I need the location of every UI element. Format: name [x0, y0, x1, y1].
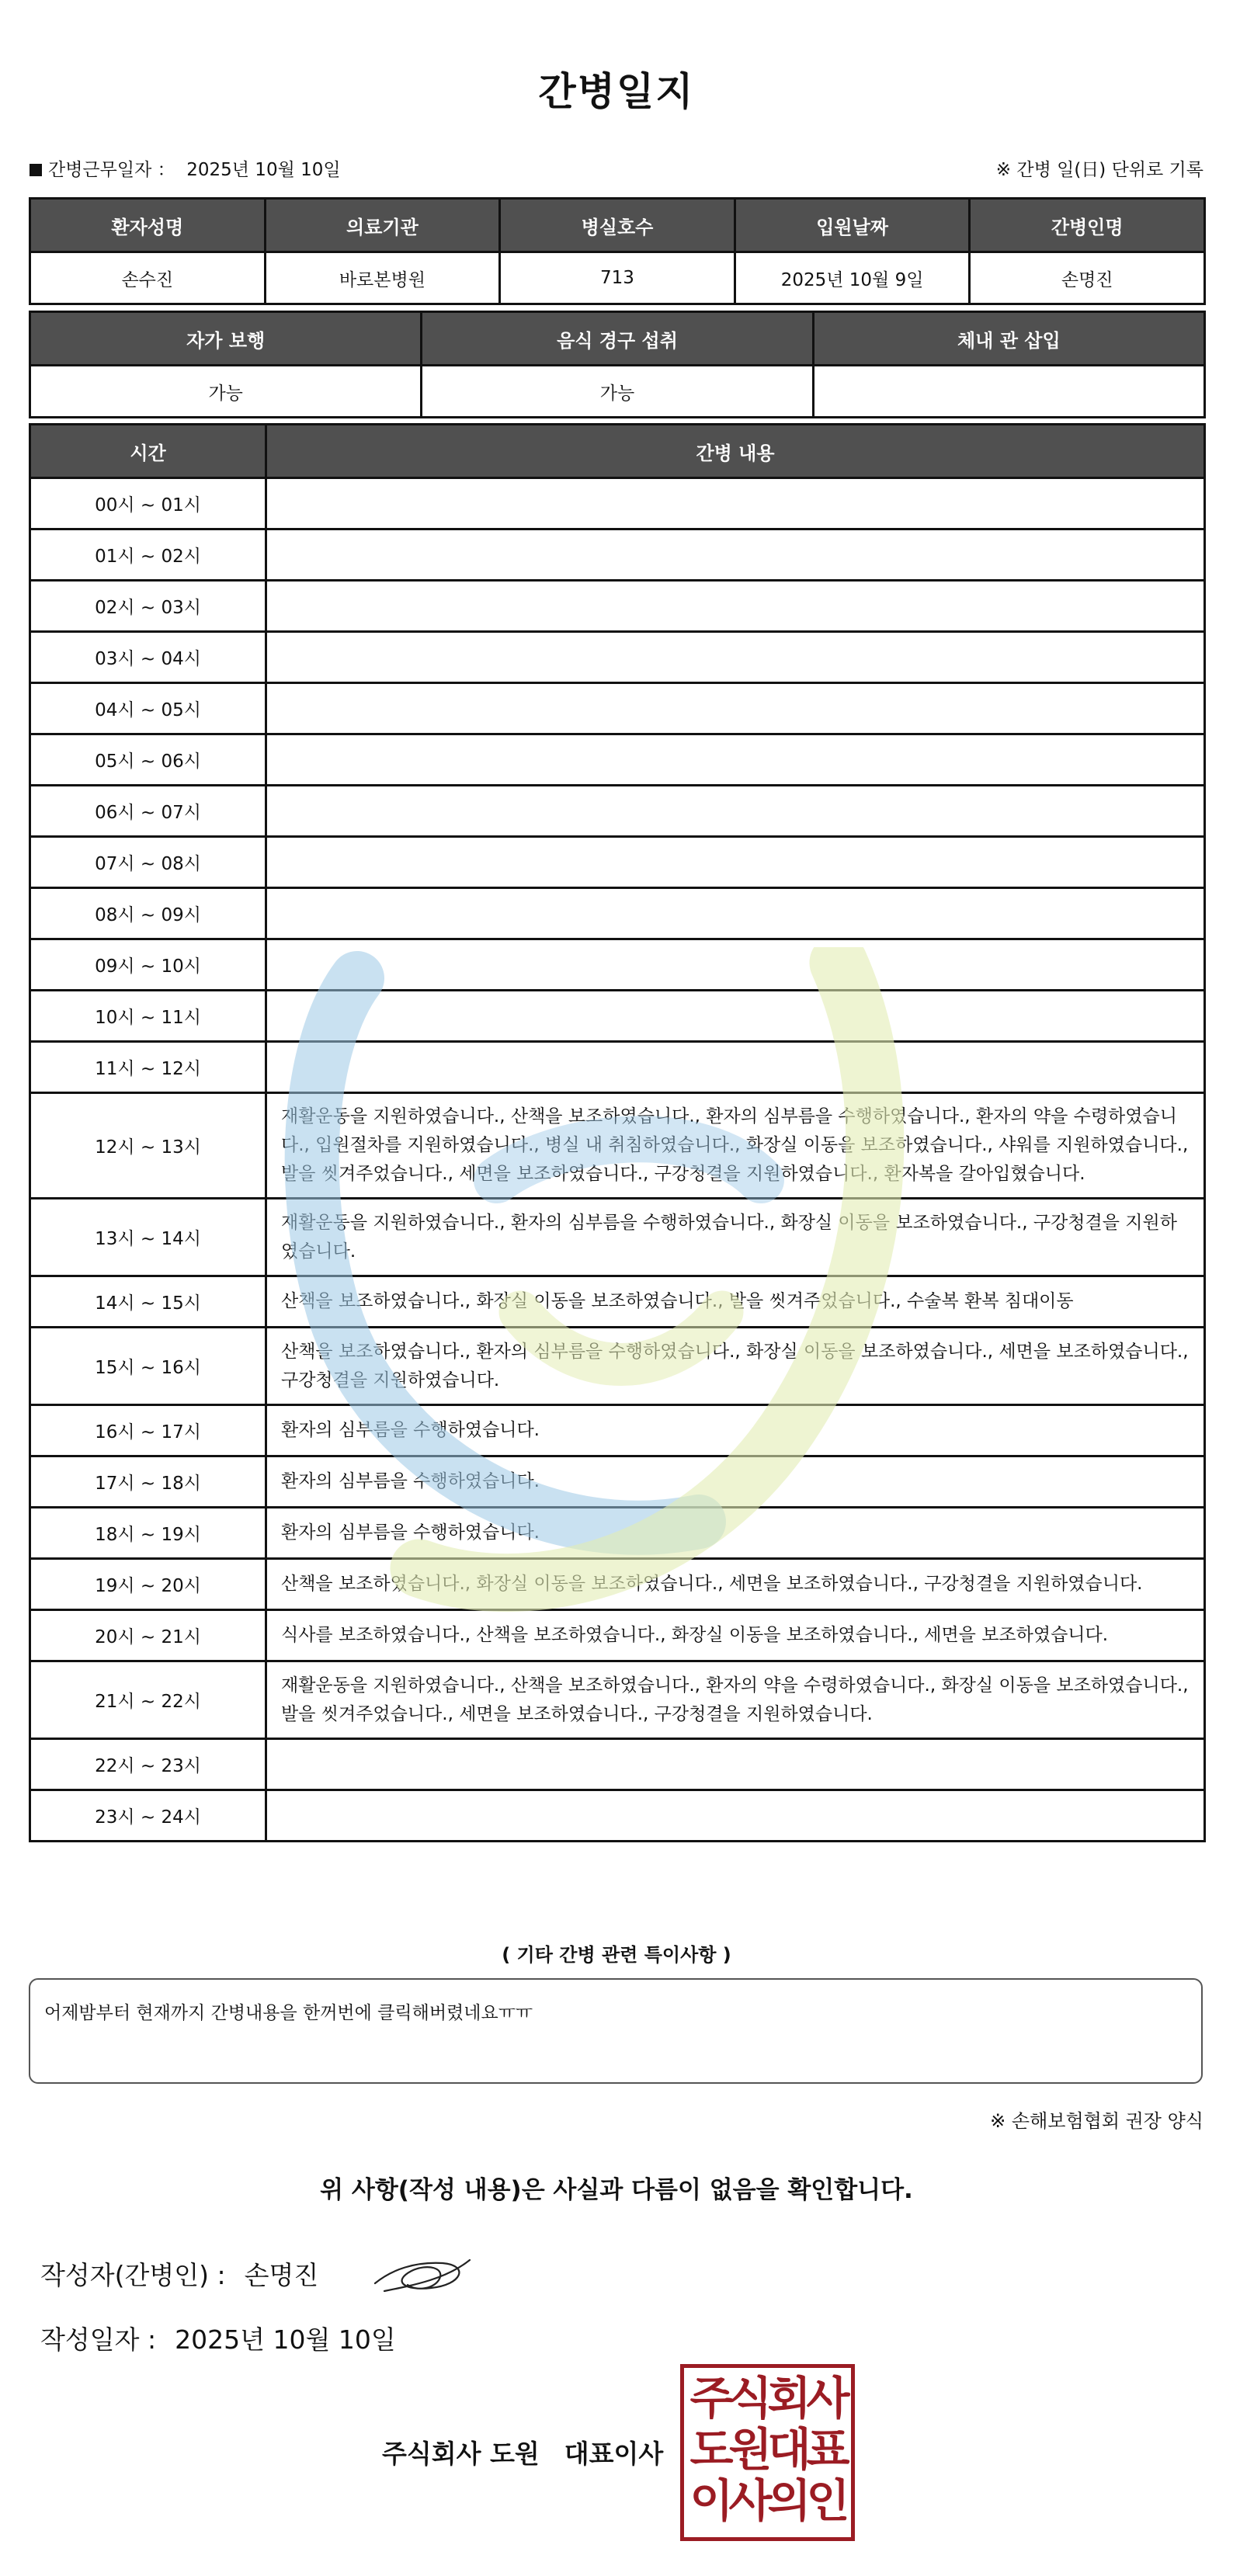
care-log-row [30, 1042, 1205, 1093]
notes-heading: ( 기타 간병 관련 특이사항 ) [502, 1944, 731, 1966]
care-log-row [30, 1508, 1205, 1559]
header-time: 시간 [30, 425, 266, 478]
patient-ability-table [29, 311, 1206, 418]
work-date-label: 간병근무일자 ： [48, 160, 175, 180]
patient-info-table [29, 197, 1206, 305]
work-date-value: 2025년 10월 10일 [186, 160, 341, 180]
signer-label: 작성자(간병인) : [40, 2260, 226, 2290]
log-time-cell: 11시 ~ 12시 [30, 1042, 266, 1093]
care-log-header-row [30, 425, 1205, 478]
signer-name: 손명진 [244, 2260, 319, 2290]
log-time-cell: 19시 ~ 20시 [30, 1559, 266, 1610]
header-self-walking: 자가 보행 [30, 312, 422, 366]
care-log-row [30, 478, 1205, 529]
log-content-cell: 재활운동을 지원하였습니다., 산책을 보조하였습니다., 환자의 심부름을 수행하였습니다., 환자의 약을 수령하였습니다., 입원절차를 지원하였습니다., 병실 내 취침하였습니다., 화장실 이동을 보조하였습니다., 샤워를 지원하였습니다., 발을 씻겨주었습니다., 세면을 보조하였습니다., 구강청결을 지원하였습니다., 환자복을 갈아입혔습니다. [266, 1093, 1205, 1199]
signer-row [40, 2255, 318, 2292]
log-content-cell: 재활운동을 지원하였습니다., 산책을 보조하였습니다., 환자의 약을 수령하였습니다., 화장실 이동을 보조하였습니다., 발을 씻겨주었습니다., 세면을 보조하였습니다., 구강청결을 지원하였습니다. [266, 1661, 1205, 1739]
company-title: 대표이사 [564, 2439, 664, 2469]
care-log-row [30, 837, 1205, 888]
care-log-row [30, 734, 1205, 786]
tube-insertion-value [813, 366, 1204, 418]
square-bullet-icon [30, 164, 42, 176]
log-time-cell: 15시 ~ 16시 [30, 1328, 266, 1405]
company-seal-stamp [680, 2364, 855, 2541]
log-time-cell: 23시 ~ 24시 [30, 1790, 266, 1842]
log-content-cell [266, 1042, 1205, 1093]
log-time-cell: 18시 ~ 19시 [30, 1508, 266, 1559]
log-time-cell: 00시 ~ 01시 [30, 478, 266, 529]
care-log-row [30, 1739, 1205, 1790]
care-log-table [29, 423, 1206, 1842]
patient-name: 손수진 [30, 252, 266, 304]
care-log-row [30, 1405, 1205, 1456]
log-time-cell: 06시 ~ 07시 [30, 786, 266, 837]
log-content-cell: 환자의 심부름을 수행하였습니다. [266, 1508, 1205, 1559]
patient-info-header-row [30, 199, 1205, 252]
log-content-cell [266, 478, 1205, 529]
hospital-name: 바로본병원 [265, 252, 500, 304]
log-time-cell: 07시 ~ 08시 [30, 837, 266, 888]
log-time-cell: 21시 ~ 22시 [30, 1661, 266, 1739]
care-log-row [30, 786, 1205, 837]
write-date-value: 2025년 10월 10일 [175, 2324, 396, 2355]
oral-intake-value: 가능 [422, 366, 813, 418]
log-time-cell: 08시 ~ 09시 [30, 888, 266, 939]
header-patient-name: 환자성명 [30, 199, 266, 252]
log-time-cell: 13시 ~ 14시 [30, 1199, 266, 1276]
log-content-cell: 산책을 보조하였습니다., 화장실 이동을 보조하였습니다., 세면을 보조하였습니다., 구강청결을 지원하였습니다. [266, 1559, 1205, 1610]
log-content-cell [266, 529, 1205, 581]
handwritten-signature [369, 2246, 474, 2300]
care-log-body [30, 478, 1205, 1842]
log-content-cell: 산책을 보조하였습니다., 화장실 이동을 보조하였습니다., 발을 씻겨주었습니다., 수술복 환복 침대이동 [266, 1276, 1205, 1328]
log-content-cell: 환자의 심부름을 수행하였습니다. [266, 1405, 1205, 1456]
ability-header-row [30, 312, 1205, 366]
log-content-cell [266, 1790, 1205, 1842]
log-content-cell [266, 683, 1205, 734]
self-walking-value: 가능 [30, 366, 422, 418]
company-signature [382, 2434, 663, 2470]
care-log-row [30, 1790, 1205, 1842]
care-log-row [30, 1199, 1205, 1276]
header-tube-insertion: 체내 관 삽입 [813, 312, 1204, 366]
log-content-cell [266, 888, 1205, 939]
care-log-row [30, 1610, 1205, 1661]
header-room: 병실호수 [500, 199, 735, 252]
care-log-row [30, 581, 1205, 632]
patient-info-value-row [30, 252, 1205, 304]
room-number: 713 [500, 252, 735, 304]
log-content-cell [266, 837, 1205, 888]
log-content-cell [266, 939, 1205, 991]
log-time-cell: 17시 ~ 18시 [30, 1456, 266, 1508]
log-time-cell: 14시 ~ 15시 [30, 1276, 266, 1328]
caregiver-name: 손명진 [970, 252, 1205, 304]
company-name: 주식회사 도원 [382, 2439, 540, 2469]
log-content-cell: 재활운동을 지원하였습니다., 환자의 심부름을 수행하였습니다., 화장실 이동을 보조하였습니다., 구강청결을 지원하였습니다. [266, 1199, 1205, 1276]
ability-value-row [30, 366, 1205, 418]
care-log-row [30, 1276, 1205, 1328]
care-log-row [30, 1456, 1205, 1508]
unit-note: ※ 간병 일(日) 단위로 기록 [995, 160, 1203, 180]
care-log-row [30, 683, 1205, 734]
log-content-cell [266, 1739, 1205, 1790]
log-content-cell [266, 734, 1205, 786]
header-care-content: 간병 내용 [266, 425, 1205, 478]
care-log-row [30, 1559, 1205, 1610]
log-content-cell: 식사를 보조하였습니다., 산책을 보조하였습니다., 화장실 이동을 보조하였습니다., 세면을 보조하였습니다. [266, 1610, 1205, 1661]
log-time-cell: 12시 ~ 13시 [30, 1093, 266, 1199]
log-time-cell: 01시 ~ 02시 [30, 529, 266, 581]
write-date-label: 작성일자 : [40, 2324, 157, 2355]
confirmation-statement: 위 사항(작성 내용)은 사실과 다름이 없음을 확인합니다. [320, 2176, 913, 2204]
log-time-cell: 16시 ~ 17시 [30, 1405, 266, 1456]
care-log-row [30, 888, 1205, 939]
log-time-cell: 02시 ~ 03시 [30, 581, 266, 632]
log-time-cell: 05시 ~ 06시 [30, 734, 266, 786]
log-content-cell: 산책을 보조하였습니다., 환자의 심부름을 수행하였습니다., 화장실 이동을 보조하였습니다., 세면을 보조하였습니다., 구강청결을 지원하였습니다. [266, 1328, 1205, 1405]
care-log-row [30, 529, 1205, 581]
log-time-cell: 10시 ~ 11시 [30, 991, 266, 1042]
log-time-cell: 09시 ~ 10시 [30, 939, 266, 991]
recommend-note: ※ 손해보험협회 권장 양식 [990, 2110, 1203, 2132]
care-log-row [30, 632, 1205, 683]
page-title: 간병일지 [538, 69, 695, 114]
log-time-cell: 03시 ~ 04시 [30, 632, 266, 683]
write-date-row [40, 2320, 396, 2356]
header-hospital: 의료기관 [265, 199, 500, 252]
care-log-row [30, 1328, 1205, 1405]
log-content-cell [266, 991, 1205, 1042]
care-log-row [30, 991, 1205, 1042]
log-content-cell: 환자의 심부름을 수행하였습니다. [266, 1456, 1205, 1508]
care-log-row [30, 939, 1205, 991]
care-log-row [30, 1661, 1205, 1739]
log-content-cell [266, 581, 1205, 632]
log-time-cell: 04시 ~ 05시 [30, 683, 266, 734]
work-date [30, 155, 341, 181]
log-time-cell: 22시 ~ 23시 [30, 1739, 266, 1790]
log-content-cell [266, 786, 1205, 837]
header-admission-date: 입원날짜 [735, 199, 970, 252]
log-content-cell [266, 632, 1205, 683]
header-oral-intake: 음식 경구 섭취 [422, 312, 813, 366]
seal-line-1: 주식회사 [689, 2372, 846, 2425]
care-log-row [30, 1093, 1205, 1199]
admission-date: 2025년 10월 9일 [735, 252, 970, 304]
notes-box [29, 1978, 1203, 2084]
notes-text: 어제밤부터 현재까지 간병내용을 한꺼번에 클릭해버렸네요ㅠㅠ [44, 2003, 533, 2023]
log-time-cell: 20시 ~ 21시 [30, 1610, 266, 1661]
seal-line-3: 이사의인 [689, 2474, 846, 2527]
seal-line-2: 도원대표 [689, 2423, 846, 2476]
header-caregiver: 간병인명 [970, 199, 1205, 252]
